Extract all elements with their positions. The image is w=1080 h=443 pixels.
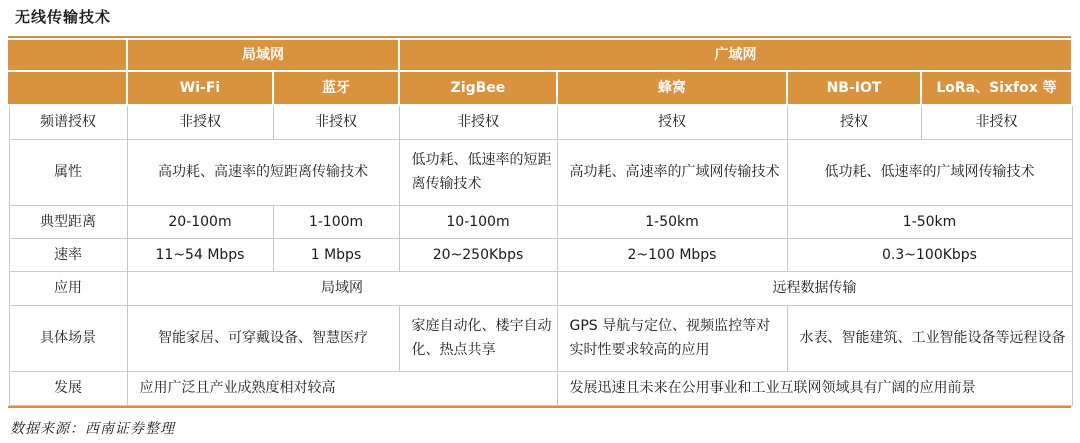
header-nbiot: NB-IOT [787,71,921,105]
row-label: 具体场景 [9,305,127,371]
header-bluetooth: 蓝牙 [273,71,399,105]
header-wan: 广域网 [399,39,1072,71]
row-application [9,271,1072,305]
cell: 1 Mbps [273,238,399,271]
row-label: 发展 [9,371,127,405]
row-spectrum [9,105,1072,139]
cell: 发展迅速且未来在公用事业和工业互联网领域具有广阔的应用前景 [557,371,1072,405]
cell: 低功耗、低速率的广域网传输技术 [787,139,1072,205]
cell: 高功耗、高速率的广域网传输技术 [557,139,787,205]
cell: 非授权 [127,105,273,139]
cell: 智能家居、可穿戴设备、智慧医疗 [127,305,399,371]
cell: 20-100m [127,205,273,238]
cell: 授权 [557,105,787,139]
cell: 1-100m [273,205,399,238]
header-row-tech [9,71,1072,105]
cell: 远程数据传输 [557,271,1072,305]
cell: 高功耗、高速率的短距离传输技术 [127,139,399,205]
row-label: 属性 [9,139,127,205]
cell: 授权 [787,105,921,139]
header-zigbee: ZigBee [399,71,557,105]
cell: 局域网 [127,271,557,305]
wireless-tech-table [8,38,1073,406]
header-lan: 局域网 [127,39,399,71]
cell: 1-50km [557,205,787,238]
header-cellular: 蜂窝 [557,71,787,105]
cell: 家庭自动化、楼宇自动化、热点共享 [399,305,557,371]
header-corner-2 [9,71,127,105]
source-note: 数据来源：西南证券整理 [10,421,175,437]
cell: 低功耗、低速率的短距离传输技术 [399,139,557,205]
cell: 水表、智能建筑、工业智能设备等远程设备 [787,305,1072,371]
row-distance [9,205,1072,238]
cell: GPS 导航与定位、视频监控等对实时性要求较高的应用 [557,305,787,371]
row-label: 速率 [9,238,127,271]
header-row-network [9,39,1072,71]
cell: 0.3~100Kbps [787,238,1072,271]
cell: 非授权 [921,105,1072,139]
cell: 20~250Kbps [399,238,557,271]
row-label: 典型距离 [9,205,127,238]
cell: 11~54 Mbps [127,238,273,271]
header-lora: LoRa、Sixfox 等 [921,71,1072,105]
row-label: 应用 [9,271,127,305]
header-wifi: Wi-Fi [127,71,273,105]
row-scenario [9,305,1072,371]
cell: 10-100m [399,205,557,238]
cell: 2~100 Mbps [557,238,787,271]
row-label: 频谱授权 [9,105,127,139]
row-attribute [9,139,1072,205]
cell: 1-50km [787,205,1072,238]
row-development [9,371,1072,405]
cell: 非授权 [399,105,557,139]
bottom-rule [8,406,1071,408]
row-rate [9,238,1072,271]
header-corner [9,39,127,71]
cell: 应用广泛且产业成熟度相对较高 [127,371,557,405]
cell: 非授权 [273,105,399,139]
table-title: 无线传输技术 [15,8,112,26]
